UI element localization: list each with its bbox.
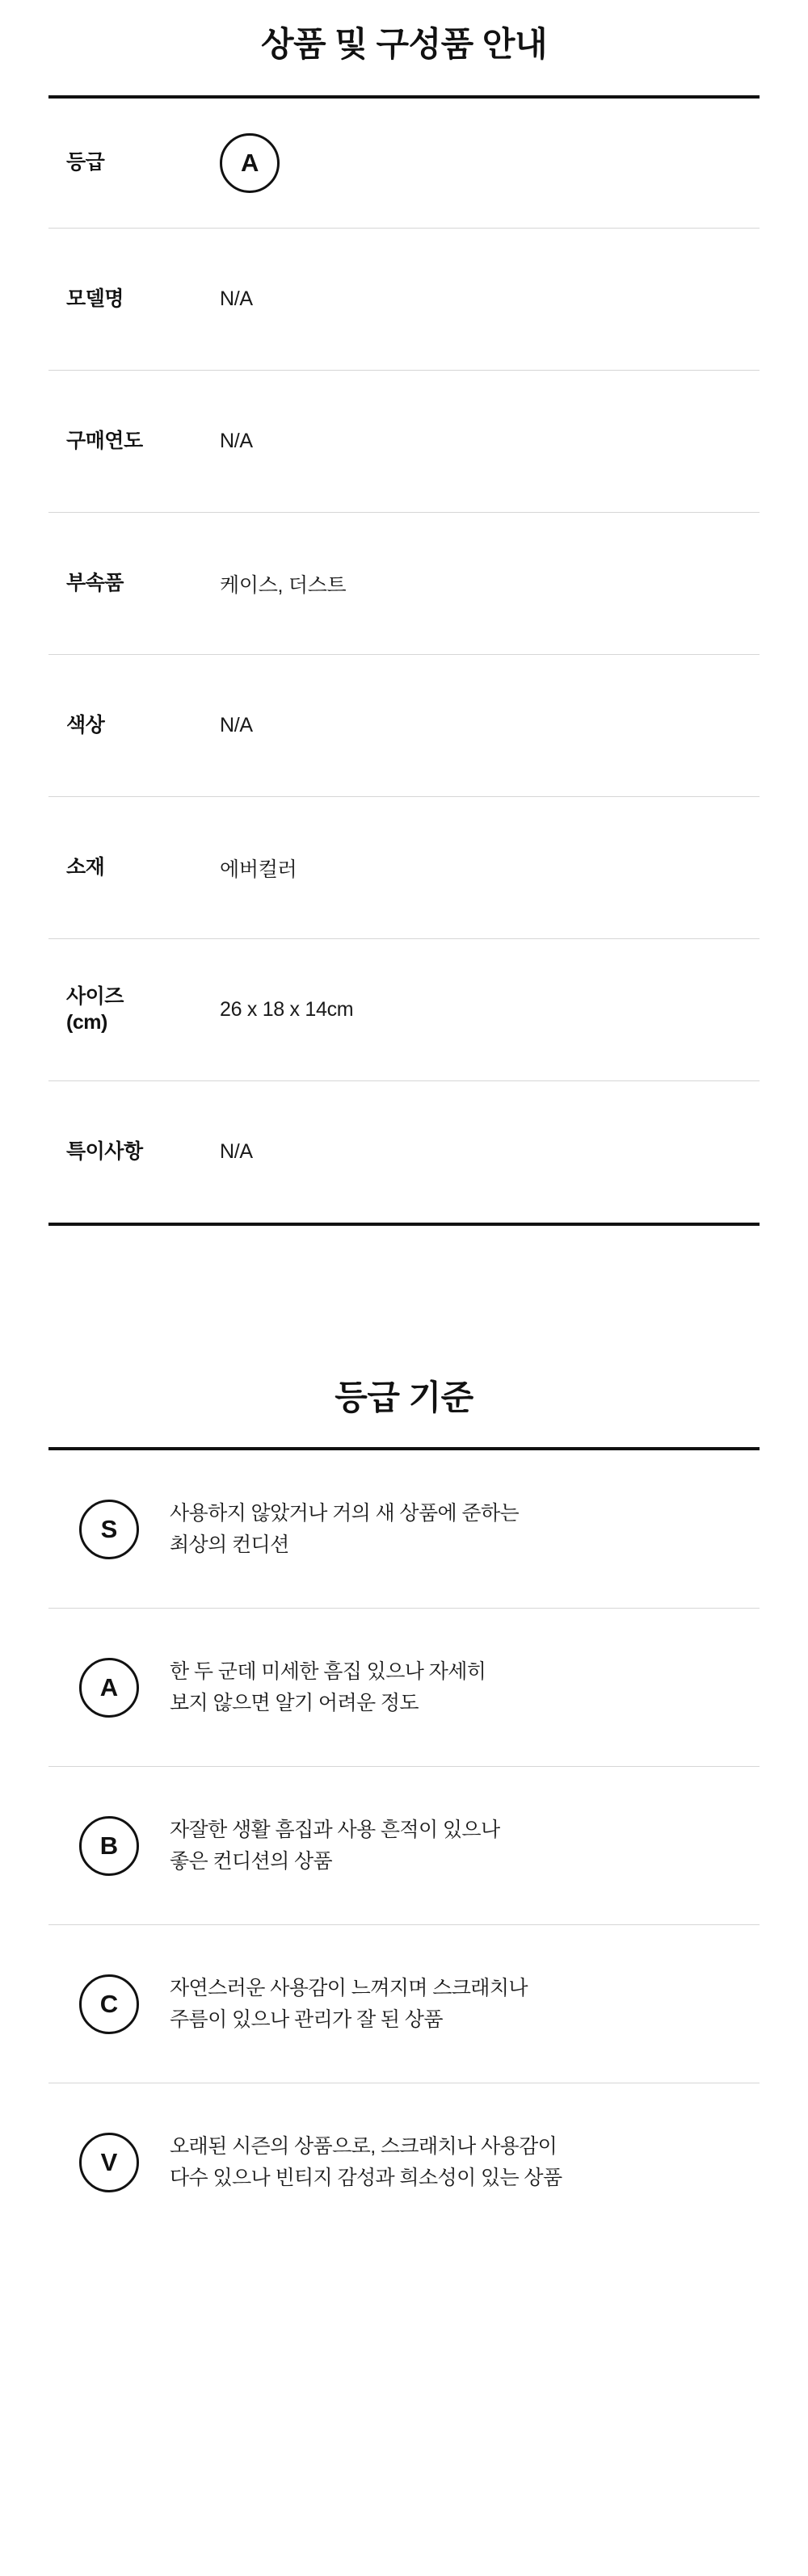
table-row <box>48 655 760 797</box>
section-divider-space <box>0 1226 808 1371</box>
grade-c-description <box>170 1973 760 2036</box>
spec-value-notes: N/A <box>220 1140 253 1163</box>
spec-label-notes: 특이사항 <box>66 1139 143 1163</box>
spec-value-model: N/A <box>220 287 253 310</box>
grade-circle-cell <box>48 1500 170 1559</box>
grade-badge-icon: A <box>220 133 280 193</box>
grade-s-line2: 최상의 컨디션 <box>170 1533 289 1556</box>
grade-v-description <box>170 2131 760 2194</box>
grade-s-description <box>170 1498 760 1561</box>
spec-label-size-line1: 사이즈 <box>66 985 124 1009</box>
grade-criteria-section <box>0 1371 808 2242</box>
list-item <box>48 1609 760 1767</box>
table-row <box>48 97 760 229</box>
spec-value-material: 에버컬러 <box>220 858 297 881</box>
grade-a-description <box>170 1656 760 1719</box>
list-item <box>48 2083 760 2242</box>
grade-b-line1: 자잘한 생활 흠집과 사용 흔적이 있으나 <box>170 1818 500 1841</box>
table-row <box>48 229 760 371</box>
spec-label-grade: 등급 <box>66 151 105 174</box>
spec-label-accessories: 부속품 <box>66 571 124 594</box>
grade-c-icon: C <box>79 1974 139 2034</box>
grade-b-line2: 좋은 컨디션의 상품 <box>170 1849 333 1873</box>
grade-a-icon: A <box>79 1658 139 1718</box>
grade-circle-cell <box>48 1816 170 1876</box>
grade-circle-cell <box>48 1658 170 1718</box>
grade-a-line2: 보지 않으면 알기 어려운 정도 <box>170 1691 419 1714</box>
grade-circle-cell <box>48 2133 170 2192</box>
list-item <box>48 1767 760 1925</box>
table-row <box>48 797 760 939</box>
spec-label-material: 소재 <box>66 855 105 879</box>
grade-v-line2: 다수 있으나 빈티지 감성과 희소성이 있는 상품 <box>170 2167 562 2189</box>
grade-b-icon: B <box>79 1816 139 1876</box>
grade-a-line1: 한 두 군데 미세한 흠집 있으나 자세히 <box>170 1659 486 1683</box>
grade-v-icon: V <box>79 2133 139 2192</box>
spec-value-color: N/A <box>220 714 253 736</box>
list-item <box>48 1450 760 1609</box>
spec-label-purchase-year: 구매연도 <box>66 429 143 452</box>
grade-c-line1: 자연스러운 사용감이 느껴지며 스크래치나 <box>170 1976 528 1999</box>
grade-c-line2: 주름이 있으나 관리가 잘 된 상품 <box>170 2008 443 2031</box>
spec-value-accessories: 케이스, 더스트 <box>220 573 347 597</box>
table-row <box>48 1081 760 1225</box>
grade-section-title: 등급 기준 <box>335 1378 473 1416</box>
grade-s-icon: S <box>79 1500 139 1559</box>
page-title: 상품 및 구성품 안내 <box>260 25 548 63</box>
grade-b-description <box>170 1815 760 1877</box>
spec-value-size: 26 x 18 x 14cm <box>220 998 354 1021</box>
spec-label-model: 모델명 <box>66 287 124 310</box>
table-row <box>48 939 760 1081</box>
spec-label-color: 색상 <box>66 713 105 736</box>
grade-circle-cell <box>48 1974 170 2034</box>
spec-label-size-line2: (cm) <box>66 1010 107 1034</box>
grade-v-line1: 오래된 시즌의 상품으로, 스크래치나 사용감이 <box>170 2135 558 2159</box>
grade-criteria-list <box>48 1447 760 2242</box>
grade-s-line1: 사용하지 않았거나 거의 새 상품에 준하는 <box>170 1501 520 1525</box>
table-row <box>48 371 760 513</box>
spec-value-purchase-year: N/A <box>220 430 253 452</box>
table-row <box>48 513 760 655</box>
product-info-section <box>0 0 808 1226</box>
product-spec-table <box>48 95 760 1226</box>
spec-label-size <box>48 939 220 1081</box>
spec-value-grade <box>220 97 760 229</box>
list-item <box>48 1925 760 2083</box>
